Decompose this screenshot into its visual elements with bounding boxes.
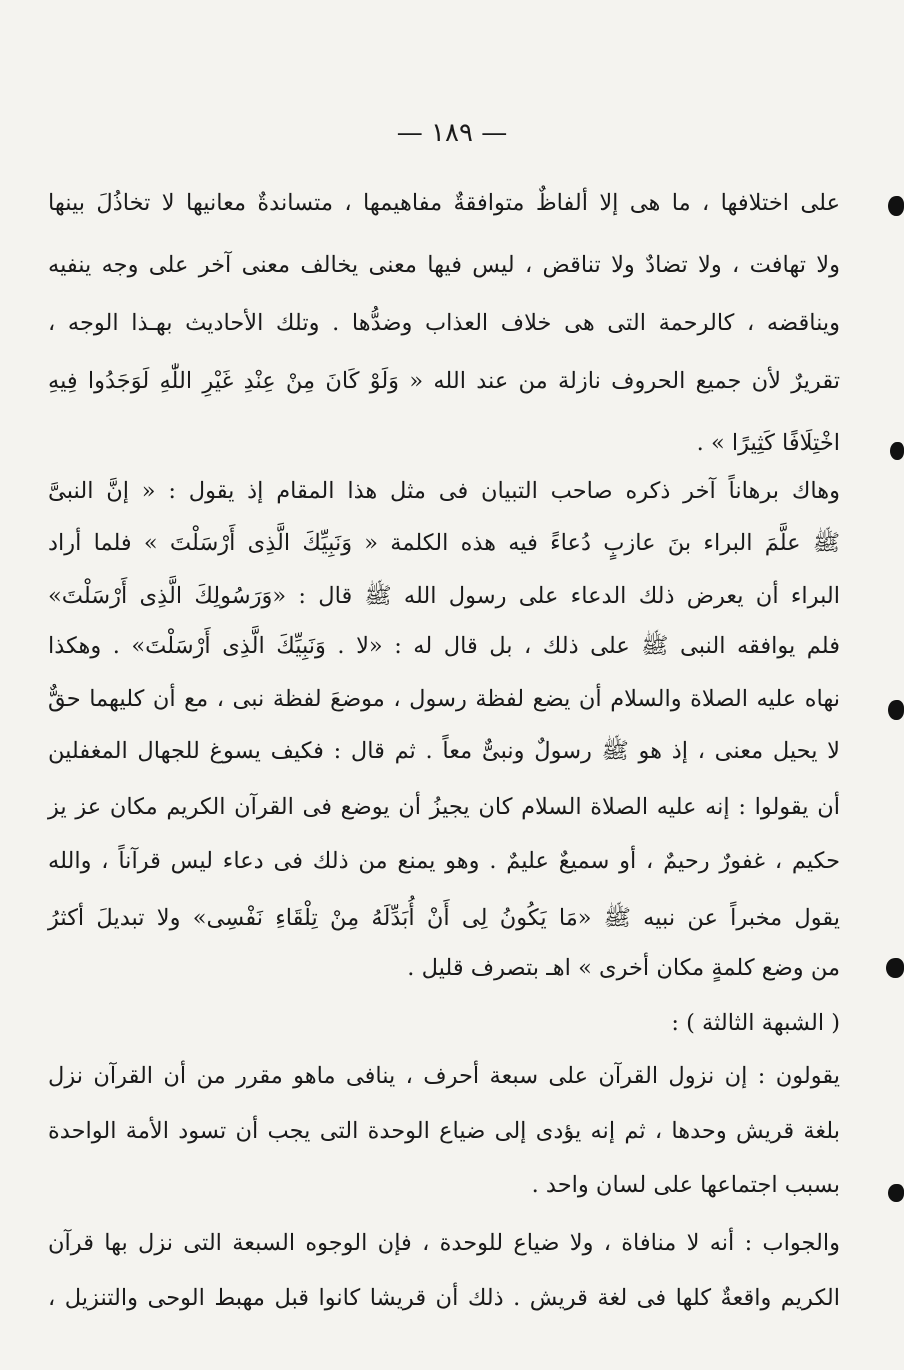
scan-hole-mark — [888, 196, 904, 216]
scan-hole-mark — [890, 442, 904, 460]
scan-hole-mark — [886, 958, 904, 978]
scan-hole-mark — [888, 1184, 904, 1202]
text-line: بلغة قريش وحدها ، ثم إنه يؤدى إلى ضياع الوحدة التى يجب أن تسود الأمة الواحدة — [48, 1118, 840, 1144]
text-line: من وضع كلمةٍ مكان أخرى » اهـ بتصرف قليل . — [407, 955, 840, 981]
text-line: يقولون : إن نزول القرآن على سبعة أحرف ، ينافى ماهو مقرر من أن القرآن نزل — [48, 1063, 840, 1089]
text-line: بسبب اجتماعها على لسان واحد . — [531, 1172, 840, 1198]
scan-hole-mark — [888, 700, 904, 720]
text-line: ﷺ علَّمَ البراء بنَ عازبٍ دُعاءً فيه هذه الكلمة « وَنَبِيِّكَ الَّذِى أَرْسَلْتَ » فلما أراد — [48, 530, 840, 556]
text-line: أن يقولوا : إنه عليه الصلاة السلام كان يجيزُ أن يوضع فى القرآن الكريم مكان عز يز — [48, 794, 840, 820]
text-line: على اختلافها ، ما هى إلا ألفاظٌ متوافقةٌ مفاهيمها ، متساندةٌ معانيها لا تخاذُلَ بينها — [48, 190, 840, 216]
page-number: — ١٨٩ — — [396, 118, 508, 148]
text-line: والجواب : أنه لا منافاة ، ولا ضياع للوحدة ، فإن الوجوه السبعة التى نزل بها قرآن — [48, 1230, 840, 1256]
text-line: نهاه عليه الصلاة والسلام أن يضع لفظة رسول ، موضعَ لفظة نبى ، مع أن كليهما حقٌّ — [48, 686, 840, 712]
text-line: يقول مخبراً عن نبيه ﷺ «مَا يَكُونُ لِى أَنْ أُبَدِّلَهُ مِنْ تِلْقَاءِ نَفْسِى» ولا تبديلَ أكثرُ — [48, 905, 840, 931]
text-line: اخْتِلَافًا كَثِيرًا » . — [696, 430, 840, 456]
text-line: ولا تهافت ، ولا تضادٌ ولا تناقض ، ليس فيها معنى يخالف معنى آخر على وجه ينفيه — [48, 252, 840, 278]
heading-line: ( الشبهة الثالثة ) : — [671, 1010, 840, 1036]
text-line: البراء أن يعرض ذلك الدعاء على رسول الله ﷺ قال : «وَرَسُولِكَ الَّذِى أَرْسَلْتَ» — [48, 583, 840, 609]
text-line: الكريم واقعةٌ كلها فى لغة قريش . ذلك أن قريشا كانوا قبل مهبط الوحى والتنزيل ، — [48, 1285, 840, 1311]
text-line: وهاك برهاناً آخر ذكره صاحب التبيان فى مثل هذا المقام إذ يقول : « إنَّ النبىَّ — [48, 478, 840, 504]
text-line: حكيم ، غفورٌ رحيمٌ ، أو سميعٌ عليمٌ . وهو يمنع من ذلك فى دعاء ليس قرآناً ، والله — [48, 848, 840, 874]
text-line: تقريرٌ لأن جميع الحروف نازلة من عند الله « وَلَوْ كَانَ مِنْ عِنْدِ غَيْرِ اللّٰهِ لَوَجَدُوا فِيهِ — [48, 368, 840, 394]
text-line: ويناقضه ، كالرحمة التى هى خلاف العذاب وضدُّها . وتلك الأحاديث بهـذا الوجه ، — [48, 310, 840, 336]
text-line: لا يحيل معنى ، إذ هو ﷺ رسولٌ ونبىٌّ معاً . ثم قال : فكيف يسوغ للجهال المغفلين — [48, 738, 840, 764]
text-line: فلم يوافقه النبى ﷺ على ذلك ، بل قال له : «لا . وَنَبِيِّكَ الَّذِى أَرْسَلْتَ» . وهكذا — [48, 633, 840, 659]
